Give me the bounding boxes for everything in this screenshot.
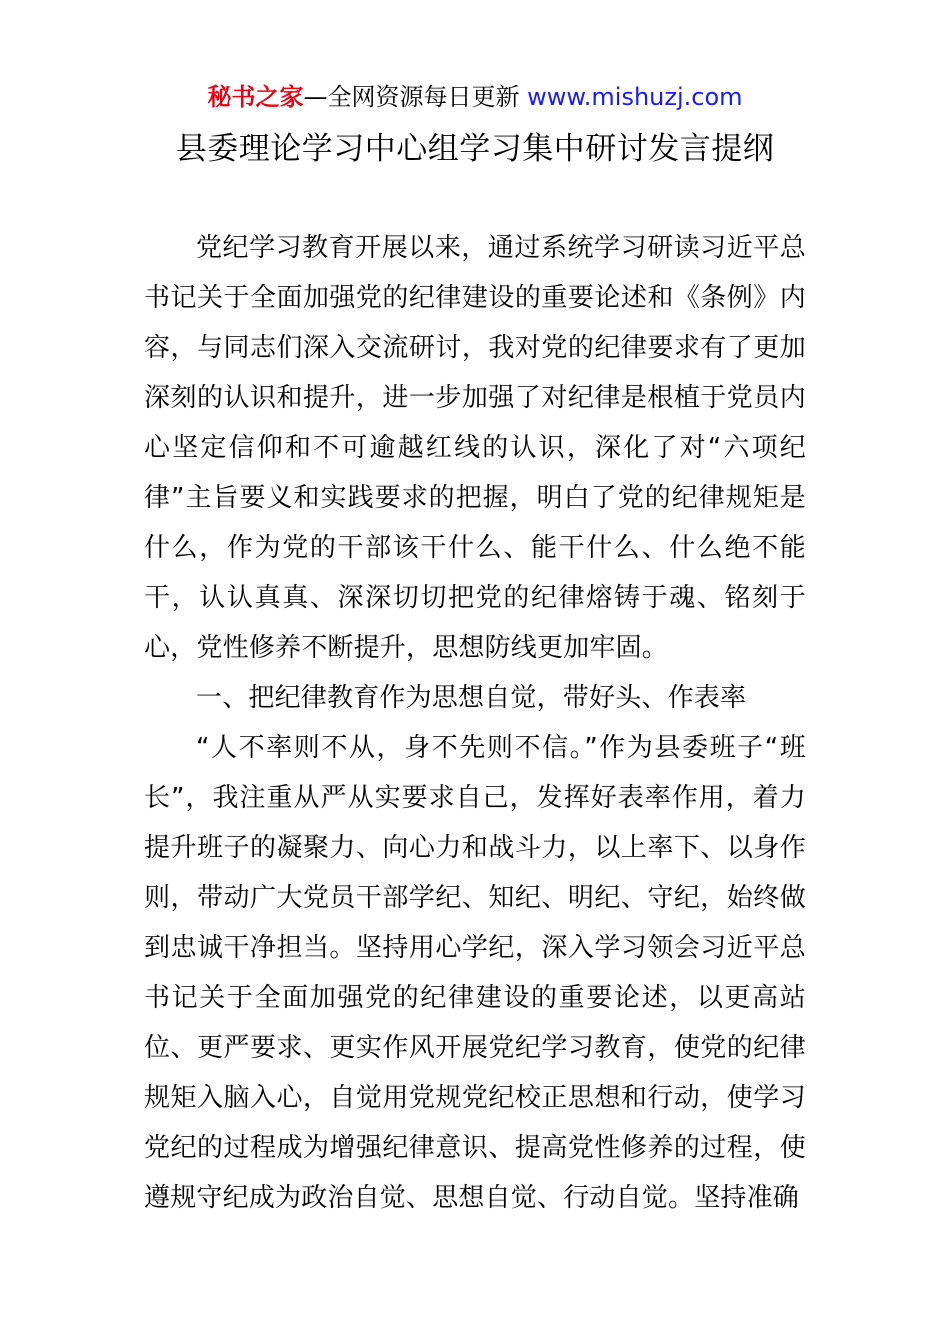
section-heading-1: 一、把纪律教育作为思想自觉，带好头、作表率 <box>196 683 747 713</box>
document-body <box>144 223 806 1223</box>
header-dash: — <box>303 83 328 111</box>
intro-paragraph: 党纪学习教育开展以来，通过系统学习研读习近平总书记关于全面加强党的纪律建设的重要论述和《条例》内容，与同志们深入交流研讨，我对党的纪律要求有了更加深刻的认识和提升，进一步加强了对纪律是根植于党员内心坚定信仰和不可逾越红线的认识，深化了对“六项纪律”主旨要义和实践要求的把握，明白了党的纪律规矩是什么，作为党的干部该干什么、能干什么、什么绝不能干，认认真真、深深切切把党的纪律熔铸于魂、铭刻于心，党性修养不断提升，思想防线更加牢固。 <box>144 233 806 663</box>
document-title: 县委理论学习中心组学习集中研讨发言提纲 <box>175 131 775 167</box>
site-header <box>0 80 950 114</box>
section-1-paragraph: “人不率则不从，身不先则不信。”作为县委班子“班长”，我注重从严从实要求自己，发挥好表率作用，着力提升班子的凝聚力、向心力和战斗力，以上率下、以身作则，带动广大党员干部学纪、知纪、明纪、守纪，始终做到忠诚干净担当。坚持用心学纪，深入学习领会习近平总书记关于全面加强党的纪律建设的重要论述，以更高站位、更严要求、更实作风开展党纪学习教育，使党的纪律规矩入脑入心，自觉用党规党纪校正思想和行动，使学习党纪的过程成为增强纪律意识、提高党性修养的过程，使遵规守纪成为政治自觉、思想自觉、行动自觉。坚持准确 <box>144 733 806 1213</box>
site-brand: 秘书之家 <box>207 83 304 111</box>
site-tagline: 全网资源每日更新 <box>327 83 528 111</box>
site-url-link[interactable]: www.mishuzj.com <box>527 83 743 111</box>
